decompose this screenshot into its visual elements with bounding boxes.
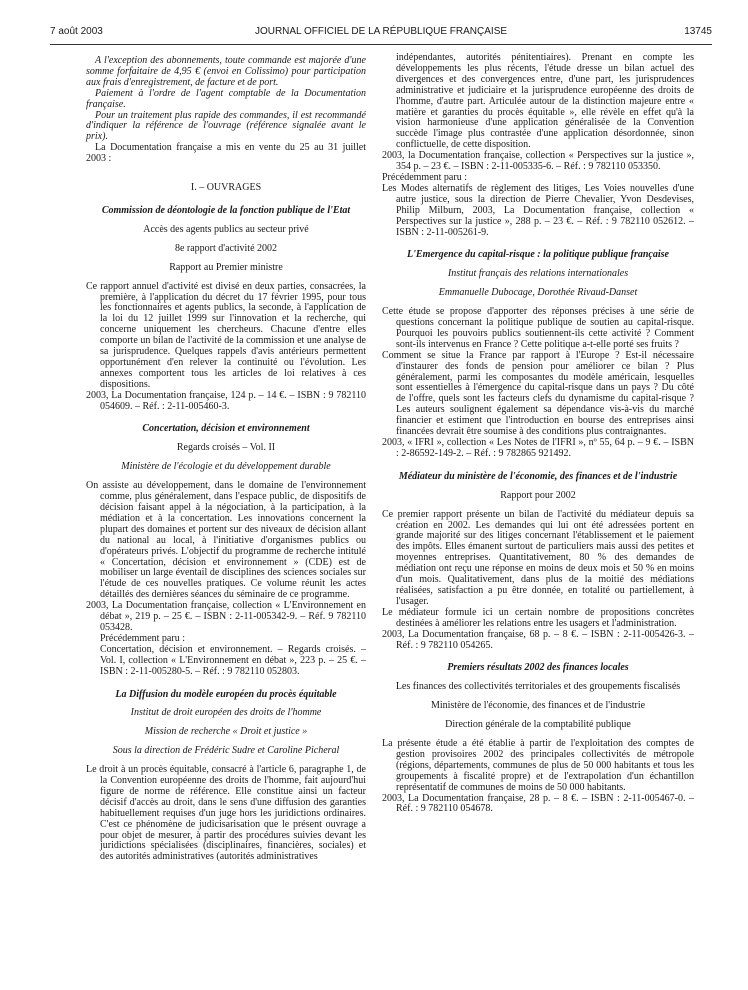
entry-heading: La Diffusion du modèle européen du procès équitable: [115, 688, 337, 700]
entry-body: La présente étude a été établie à partir de l'exploitation des comptes de gestion provisoires 2002 des principales collectivités de métropole (régions, départements, communes de plus de 50 000 habitants et tous les groupements à fiscalité propre) et de l'extrapolation d'un échantillon représentatif de communes de moins de 50 000 habitants.: [382, 738, 694, 793]
entry-organisation: Ministère de l'économie, des finances et de l'industrie: [430, 700, 646, 712]
entry-heading: Premiers résultats 2002 des finances locales: [447, 662, 629, 674]
entry-heading: Commission de déontologie de la fonction publique de l'Etat: [101, 204, 351, 216]
previously-published-reference: Les Modes alternatifs de règlement des litiges, Les Voies nouvelles d'une autre justice, sous la direction de Pierre Chevalier, Yvon Desdevises, Philip Milburn, 2003, La Documentation française, collection « Perspectives sur la justice », 288 p. – 23 €. – Réf. : 9 782110 052612. – ISBN : 2-11-005261-9.: [382, 182, 694, 238]
header-rule: [50, 44, 712, 45]
intro-paragraph: La Documentation française a mis en vente du 25 au 31 juillet 2003 :: [86, 142, 366, 165]
entry-body: Le médiateur formule ici un certain nombre de propositions concrètes destinées à améliorer les relations entre les usagers et l'administration.: [382, 606, 694, 629]
entry-title: Accès des agents publics au secteur privé: [143, 223, 309, 235]
entry-reference: 2003, La Documentation française, 124 p. – 14 €. – ISBN : 9 782110 054609. – Réf. : 2-11-005460-3.: [86, 389, 366, 412]
entry-organisation: Institut français des relations internationales: [447, 268, 629, 280]
entry-reference: 2003, La Documentation française, collection « L'Environnement en débat », 219 p. – 25 €. – ISBN : 2-11-005342-9. – Réf. 9 782110 053428.: [86, 600, 366, 633]
entry-subtitle: 8e rapport d'activité 2002: [174, 242, 278, 254]
entry-body: Ce premier rapport présente un bilan de l'activité du médiateur depuis sa création en 2002. Les demandes qui lui ont été adressées portent en grande majorité sur des litiges concernant l'établissement et le paiement des impôts. Elles émanent surtout de particuliers mais aussi des petites et moyennes entreprises. Quantitativement, 80 % des demandes de médiation ont reçu une réponse en moins de deux mois et 50 % en moins d'un mois. Qualitativement, dans plus de la moitié des médiations réalisées, satisfaction a pu être donnée, en totalité ou partiellement, à l'usager.: [382, 508, 694, 607]
header-date: 7 août 2003: [50, 26, 103, 37]
entry-reference: 2003, La Documentation française, 68 p. – 8 €. – ISBN : 2-11-005426-3. – Réf. : 9 782110 054265.: [382, 628, 694, 651]
entry-body: Cette étude se propose d'apporter des réponses précises à une série de questions concernant la politique publique de soutien au capital-risque. Pourquoi les pouvoirs publics soutiennent-ils cette activité ? Comment sont-ils intervenus en France ? Cette politique a-t-elle porté ses fruits ?: [382, 306, 694, 350]
entry-body: Comment se situe la France par rapport à l'Europe ? Est-il nécessaire d'instaurer des fonds de pension pour améliorer ce bilan ? Plus généralement, parmi les composantes du modèle américain, lesquelles sont essentielles à l'émergence du capital-risque dans un pays ? Du côté de l'offre, quels sont les facteurs clefs du dynamisme du capital-risque ? Les auteurs soulignent également sa dépendance vis-à-vis du marché financier et estiment que l'introduction en bourse des entreprises ainsi financées devrait être soumise à des conditions plus contraignantes.: [382, 349, 694, 438]
entry-heading: Médiateur du ministère de l'économie, des finances et de l'industrie: [398, 470, 678, 482]
entry-body: On assiste au développement, dans le domaine de l'environnement comme, plus généralement, dans l'espace public, de dispositifs de décision faisant appel à la négociation, à la participation, à la médiation et à la concertation. Les innovations concernent la plupart des domaines et portent sur des niveaux de décision allant du national au local, à l'initiative d'organismes publics ou d'opérateurs privés. L'objectif du programme de recherche intitulé « Concertation, décision et environnement » (CDE) est de mobiliser un large éventail de disciplines des sciences sociales sur l'étude de ces nouvelles pratiques. Ce volume réunit les actes détaillés des dernières séances du séminaire de ce programme.: [86, 480, 366, 601]
entry-title: Rapport pour 2002: [500, 489, 576, 501]
entry-organisation: Ministère de l'écologie et du développement durable: [121, 461, 331, 473]
entry-body-continued: indépendantes, autorités pénitentiaires). Prenant en compte les développements les plus récents, l'étude dresse un bilan actuel des divergences et des convergences entre, d'une part, les jurisprudences administrative et judiciaire et la jurisprudence européenne des droits de l'homme, d'autre part. Articulée autour de la distinction majeure entre « matière et garanties du procès équitable », elle révèle en effet qu'à la vision harmonieuse d'une application généralisée de la Convention succède l'image plus contrastée d'une application désordonnée, sinon conflictuelle, de cette disposition.: [396, 52, 694, 151]
entry-subtitle: Rapport au Premier ministre: [169, 261, 283, 273]
entry-authors: Emmanuelle Dubocage, Dorothée Rivaud-Danset: [438, 287, 638, 299]
left-column: [86, 56, 366, 863]
entry-body: Ce rapport annuel d'activité est divisé en deux parties, consacrées, la première, à l'application du décret du 17 février 1995, pour tous les fonctionnaires et agents publics, la seconde, à l'application de la loi du 12 juillet 1999 sur l'innovation et la recherche, qui concerne uniquement les chercheurs. Chacune d'entre elles comporte un bilan de l'activité de la commission et une analyse de sa jurisprudence. Quelques rappels d'avis antérieurs permettent opportunément d'en relever la continuité ou l'évolution. Les annexes comportent tous les articles de loi relatives à ces dispositions.: [86, 280, 366, 390]
entry-organisation: Direction générale de la comptabilité publique: [445, 719, 631, 731]
header-page-number: 13745: [684, 26, 712, 37]
entry-organisation: Institut de droit européen des droits de l'homme: [130, 707, 322, 719]
right-column: [382, 53, 694, 815]
entry-editors: Sous la direction de Frédéric Sudre et Caroline Picheral: [112, 745, 340, 757]
header-journal-title: JOURNAL OFFICIEL DE LA RÉPUBLIQUE FRANÇAISE: [254, 26, 508, 37]
intro-paragraph: A l'exception des abonnements, toute commande est majorée d'une somme forfaitaire de 4,95 € (envoi en Colissimo) pour participation aux frais d'enregistrement, de facture et de port.: [86, 55, 366, 88]
section-heading: I. – OUVRAGES: [190, 182, 262, 194]
entry-reference: 2003, la Documentation française, collection « Perspectives sur la justice », 354 p. – 23 €. – ISBN : 2-11-005335-6. – Réf. : 9 782110 053350.: [382, 150, 694, 173]
previously-published-label: Précédemment paru :: [100, 632, 185, 644]
entry-heading: Concertation, décision et environnement: [142, 423, 310, 435]
entry-title: Regards croisés – Vol. II: [176, 442, 276, 454]
entry-heading: L'Emergence du capital-risque : la politique publique française: [407, 249, 669, 261]
intro-paragraph: Paiement à l'ordre de l'agent comptable de la Documentation française.: [86, 87, 366, 110]
entry-reference: 2003, La Documentation française, 28 p. – 8 €. – ISBN : 2-11-005467-0. – Réf. : 9 782110 054678.: [382, 792, 694, 815]
entry-title: Les finances des collectivités territoriales et des groupements fiscalisés: [395, 681, 681, 693]
intro-paragraph: Pour un traitement plus rapide des commandes, il est recommandé d'indiquer la référence de l'ouvrage (référence signalée avant le prix).: [86, 109, 366, 143]
previously-published-label: Précédemment paru :: [382, 171, 467, 183]
entry-organisation: Mission de recherche « Droit et justice »: [144, 726, 308, 738]
previously-published-reference: Concertation, décision et environnement. – Regards croisés. – Vol. I, collection « L'Environnement en débat », 223 p. – 25 €. – ISBN : 2-11-005280-5. – Réf. : 9 782110 052803.: [100, 643, 366, 677]
entry-reference: 2003, « IFRI », collection « Les Notes de l'IFRI », nº 55, 64 p. – 9 €. – ISBN : 2-86592-149-2. – Réf. : 9 782865 921492.: [382, 437, 694, 459]
entry-body: Le droit à un procès équitable, consacré à l'article 6, paragraphe 1, de la Convention européenne des droits de l'homme, fait aujourd'hui figure de norme de référence. Elle constitue ainsi un facteur décisif d'accès au droit, dans le sens d'une diffusion des garanties habituellement requises d'un juge hors les juridictions ordinaires. C'est ce phénomène de judicisarisation que le présent ouvrage a pour objet de mesurer, à partir des procédures suivies devant les juridictions spécialisées (disciplinaires, financières, sociales) et des autorités administratives (autorités administratives: [86, 764, 366, 863]
page-header: [50, 26, 712, 42]
